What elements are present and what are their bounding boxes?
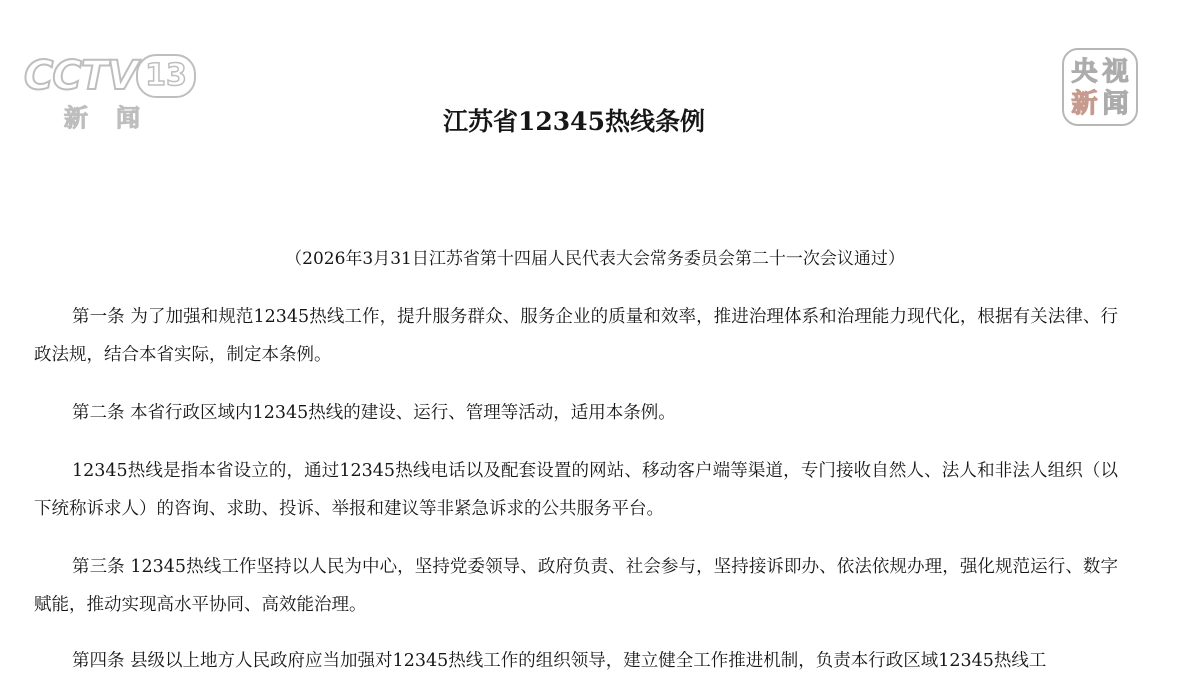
document-title: 江苏省12345热线条例 xyxy=(443,107,705,136)
channel-number: 13 xyxy=(136,54,196,98)
adoption-note: （2026年3月31日江苏省第十四届人民代表大会常务委员会第二十一次会议通过） xyxy=(285,249,905,269)
stamp-char: 新 xyxy=(1071,89,1098,119)
article-1-paragraph: 第一条 为了加强和规范12345热线工作，提升服务群众、服务企业的质量和效率，推进治理体系和治理能力现代化，根据有关法律、行政法规，结合本省实际，制定本条例。 xyxy=(34,307,1118,365)
article-3-paragraph: 第三条 12345热线工作坚持以人民为中心，坚持党委领导、政府负责、社会参与，坚持接诉即办、依法依规办理，强化规范运行、数字赋能，推动实现高水平协同、高效能治理。 xyxy=(34,557,1118,615)
channel-subtitle: 新闻 xyxy=(64,104,168,132)
article-4-paragraph-partial: 第四条 县级以上地方人民政府应当加强对12345热线工作的组织领导，建立健全工作推进机制，负责本行政区域12345热线工 xyxy=(72,651,1047,671)
stamp-char: 闻 xyxy=(1102,89,1129,119)
article-2-paragraph: 第二条 本省行政区域内12345热线的建设、运行、管理等活动，适用本条例。 xyxy=(72,403,676,423)
article-2-definition-paragraph: 12345热线是指本省设立的，通过12345热线电话以及配套设置的网站、移动客户端等渠道，专门接收自然人、法人和非法人组织（以下统称诉求人）的咨询、求助、投诉、举报和建议等非紧急诉求的公共服务平台。 xyxy=(34,461,1118,519)
stamp-char: 央 xyxy=(1071,57,1098,87)
cctv-brand-text: CCTV xyxy=(24,53,137,99)
stamp-char: 视 xyxy=(1102,57,1129,87)
